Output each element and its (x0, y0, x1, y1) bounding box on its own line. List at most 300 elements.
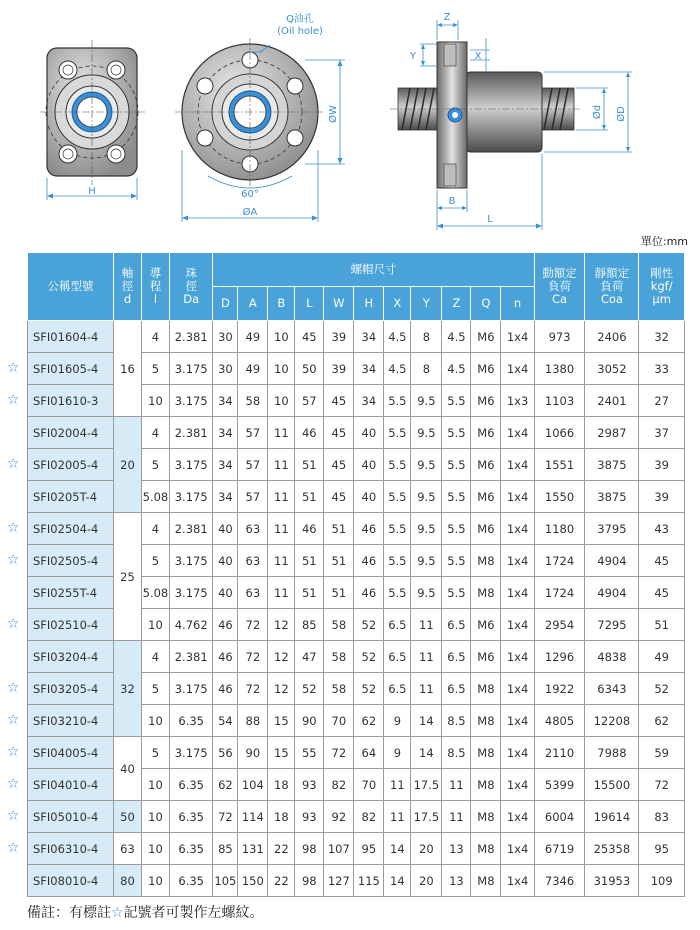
cell-da: 6.35 (169, 705, 213, 737)
star-icon: ☆ (7, 712, 20, 728)
cell-n: 1x4 (501, 865, 534, 897)
header-lead: 導 程 l (141, 253, 169, 321)
cell-W: 39 (324, 353, 354, 385)
cell-H: 34 (354, 385, 384, 417)
cell-n: 1x4 (501, 513, 534, 545)
cell-D: 30 (213, 353, 238, 385)
cell-A: 104 (238, 769, 268, 801)
cell-Q: M6 (471, 609, 501, 641)
table-row (28, 321, 685, 353)
cell-A: 72 (238, 641, 268, 673)
cell-Z: 8.5 (442, 705, 471, 737)
cell-X: 5.5 (384, 385, 411, 417)
cell-L: 98 (295, 833, 324, 865)
cell-Q: M6 (471, 641, 501, 673)
cell-Q: M6 (471, 513, 501, 545)
cell-Q: M8 (471, 673, 501, 705)
cell-W: 58 (324, 609, 354, 641)
cell-Z: 4.5 (442, 353, 471, 385)
cell-k: 39 (639, 449, 685, 481)
cell-H: 40 (354, 449, 384, 481)
cell-n: 1x4 (501, 737, 534, 769)
cell-k: 52 (639, 673, 685, 705)
cell-l: 10 (141, 705, 169, 737)
cell-Y: 9.5 (411, 417, 442, 449)
cell-n: 1x4 (501, 705, 534, 737)
cell-Y: 9.5 (411, 449, 442, 481)
cell-H: 34 (354, 321, 384, 353)
cell-A: 72 (238, 673, 268, 705)
cell-da: 4.762 (169, 609, 213, 641)
cell-W: 39 (324, 321, 354, 353)
cell-H: 46 (354, 545, 384, 577)
footnote: 備註：有標註☆記號者可製作左螺紋。 (27, 905, 264, 921)
label-L: L (487, 214, 493, 225)
header-col-L: L (295, 287, 324, 321)
label-H: H (88, 186, 96, 197)
cell-W: 45 (324, 385, 354, 417)
cell-Q: M8 (471, 705, 501, 737)
cell-Y: 9.5 (411, 545, 442, 577)
cell-k: 62 (639, 705, 685, 737)
label-oil-hole-cn: Q油孔 (286, 14, 314, 25)
cell-coa: 15500 (585, 769, 639, 801)
cell-B: 11 (268, 481, 295, 513)
cell-A: 150 (238, 865, 268, 897)
cell-n: 1x4 (501, 769, 534, 801)
cell-coa: 4904 (585, 545, 639, 577)
cell-H: 46 (354, 577, 384, 609)
front-view-round-flange (175, 12, 345, 222)
cell-H: 52 (354, 641, 384, 673)
cell-ca: 1296 (534, 641, 585, 673)
cell-H: 82 (354, 801, 384, 833)
star-icon: ☆ (7, 840, 20, 856)
cell-model: SFI02504-4 (28, 513, 114, 545)
cell-Z: 13 (442, 833, 471, 865)
cell-Z: 5.5 (442, 417, 471, 449)
cell-D: 46 (213, 673, 238, 705)
cell-W: 58 (324, 641, 354, 673)
cell-L: 51 (295, 449, 324, 481)
table-row (28, 417, 685, 449)
cell-D: 40 (213, 545, 238, 577)
cell-Y: 9.5 (411, 385, 442, 417)
cell-H: 40 (354, 417, 384, 449)
cell-l: 5 (141, 449, 169, 481)
cell-X: 14 (384, 833, 411, 865)
header-col-n: n (501, 287, 534, 321)
cell-X: 11 (384, 769, 411, 801)
cell-B: 12 (268, 673, 295, 705)
cell-k: 72 (639, 769, 685, 801)
cell-X: 5.5 (384, 545, 411, 577)
cell-Y: 11 (411, 641, 442, 673)
cell-n: 1x3 (501, 385, 534, 417)
cell-coa: 2406 (585, 321, 639, 353)
header-col-H: H (354, 287, 384, 321)
cell-n: 1x4 (501, 545, 534, 577)
cell-B: 10 (268, 385, 295, 417)
cell-Z: 4.5 (442, 321, 471, 353)
cell-D: 85 (213, 833, 238, 865)
cell-coa: 12208 (585, 705, 639, 737)
table-row (28, 833, 685, 865)
cell-D: 40 (213, 577, 238, 609)
cell-l: 5.08 (141, 577, 169, 609)
cell-coa: 3875 (585, 481, 639, 513)
cell-ca: 2954 (534, 609, 585, 641)
cell-W: 45 (324, 449, 354, 481)
cell-Q: M8 (471, 545, 501, 577)
cell-X: 6.5 (384, 609, 411, 641)
cell-da: 3.175 (169, 673, 213, 705)
cell-Z: 5.5 (442, 545, 471, 577)
cell-model: SFI01605-4 (28, 353, 114, 385)
header-dynamic-load: 動額定 負荷 Ca (534, 253, 585, 321)
label-d: Ød (592, 104, 603, 120)
cell-ca: 973 (534, 321, 585, 353)
cell-Z: 5.5 (442, 481, 471, 513)
cell-D: 34 (213, 449, 238, 481)
cell-coa: 2401 (585, 385, 639, 417)
cell-L: 90 (295, 705, 324, 737)
cell-X: 4.5 (384, 353, 411, 385)
cell-D: 30 (213, 321, 238, 353)
cell-coa: 3875 (585, 449, 639, 481)
cell-model: SFI08010-4 (28, 865, 114, 897)
cell-L: 52 (295, 673, 324, 705)
cell-H: 40 (354, 481, 384, 513)
cell-Y: 9.5 (411, 577, 442, 609)
cell-Q: M6 (471, 385, 501, 417)
cell-Q: M6 (471, 321, 501, 353)
cell-A: 49 (238, 353, 268, 385)
cell-model: SFI06310-4 (28, 833, 114, 865)
table-row (28, 737, 685, 769)
cell-n: 1x4 (501, 673, 534, 705)
cell-W: 70 (324, 705, 354, 737)
cell-L: 51 (295, 481, 324, 513)
cell-n: 1x4 (501, 417, 534, 449)
cell-L: 45 (295, 321, 324, 353)
cell-da: 6.35 (169, 769, 213, 801)
cell-D: 62 (213, 769, 238, 801)
cell-Q: M6 (471, 417, 501, 449)
cell-model: SFI03210-4 (28, 705, 114, 737)
cell-ca: 1066 (534, 417, 585, 449)
star-icon: ☆ (7, 744, 20, 760)
cell-k: 109 (639, 865, 685, 897)
cell-B: 18 (268, 769, 295, 801)
label-Z: Z (443, 12, 451, 23)
cell-X: 6.5 (384, 673, 411, 705)
cell-X: 11 (384, 801, 411, 833)
cell-B: 15 (268, 705, 295, 737)
cell-Y: 14 (411, 705, 442, 737)
cell-D: 34 (213, 385, 238, 417)
cell-B: 12 (268, 641, 295, 673)
cell-L: 57 (295, 385, 324, 417)
cell-da: 3.175 (169, 353, 213, 385)
cell-B: 11 (268, 577, 295, 609)
cell-Z: 5.5 (442, 577, 471, 609)
cell-n: 1x4 (501, 577, 534, 609)
cell-Q: M8 (471, 577, 501, 609)
label-A: ØA (242, 207, 258, 218)
cell-ca: 1103 (534, 385, 585, 417)
cell-Z: 6.5 (442, 609, 471, 641)
cell-ca: 7346 (534, 865, 585, 897)
cell-k: 51 (639, 609, 685, 641)
cell-Z: 11 (442, 769, 471, 801)
table-row (28, 641, 685, 673)
cell-X: 5.5 (384, 481, 411, 513)
cell-coa: 3052 (585, 353, 639, 385)
ball-nut-spec-table (27, 252, 685, 897)
cell-H: 52 (354, 673, 384, 705)
cell-L: 47 (295, 641, 324, 673)
label-oil-hole-en: (Oil hole) (277, 26, 323, 37)
cell-X: 14 (384, 865, 411, 897)
cell-Q: M8 (471, 833, 501, 865)
cell-k: 45 (639, 545, 685, 577)
label-Y: Y (409, 51, 417, 62)
cell-ca: 6719 (534, 833, 585, 865)
cell-l: 4 (141, 513, 169, 545)
cell-model: SFI04010-4 (28, 769, 114, 801)
header-static-load: 靜額定 負荷 Coa (585, 253, 639, 321)
cell-da: 3.175 (169, 737, 213, 769)
cell-k: 39 (639, 481, 685, 513)
table-row (28, 865, 685, 897)
cell-shaft-diameter: 80 (114, 865, 142, 897)
cell-X: 6.5 (384, 641, 411, 673)
cell-Z: 13 (442, 865, 471, 897)
cell-D: 46 (213, 609, 238, 641)
star-icon: ☆ (7, 552, 20, 568)
cell-A: 72 (238, 609, 268, 641)
cell-L: 46 (295, 513, 324, 545)
cell-model: SFI01604-4 (28, 321, 114, 353)
cell-ca: 1922 (534, 673, 585, 705)
unit-label: 單位:mm (640, 235, 688, 248)
cell-model: SFI04005-4 (28, 737, 114, 769)
cell-k: 32 (639, 321, 685, 353)
cell-Y: 20 (411, 865, 442, 897)
cell-W: 51 (324, 545, 354, 577)
star-icon: ☆ (111, 905, 124, 921)
cell-coa: 7988 (585, 737, 639, 769)
star-icon: ☆ (7, 456, 20, 472)
cell-model: SFI02005-4 (28, 449, 114, 481)
cell-n: 1x4 (501, 353, 534, 385)
cell-A: 63 (238, 513, 268, 545)
header-ball-diameter: 珠 徑 Da (169, 253, 213, 321)
cell-Y: 8 (411, 353, 442, 385)
cell-D: 40 (213, 513, 238, 545)
cell-da: 3.175 (169, 449, 213, 481)
header-col-B: B (268, 287, 295, 321)
cell-coa: 19614 (585, 801, 639, 833)
cell-l: 10 (141, 801, 169, 833)
cell-X: 9 (384, 737, 411, 769)
cell-L: 93 (295, 769, 324, 801)
cell-Q: M8 (471, 801, 501, 833)
cell-shaft-diameter: 16 (114, 321, 142, 417)
table-row (28, 513, 685, 545)
cell-H: 62 (354, 705, 384, 737)
cell-B: 12 (268, 609, 295, 641)
side-view-nut-screw (390, 12, 632, 230)
cell-k: 33 (639, 353, 685, 385)
cell-A: 57 (238, 417, 268, 449)
cell-D: 34 (213, 481, 238, 513)
cell-A: 57 (238, 481, 268, 513)
cell-D: 105 (213, 865, 238, 897)
cell-Y: 11 (411, 673, 442, 705)
cell-ca: 1724 (534, 545, 585, 577)
cell-da: 6.35 (169, 865, 213, 897)
cell-coa: 7295 (585, 609, 639, 641)
cell-W: 51 (324, 577, 354, 609)
cell-da: 6.35 (169, 801, 213, 833)
cell-Z: 6.5 (442, 673, 471, 705)
cell-Y: 14 (411, 737, 442, 769)
cell-shaft-diameter: 20 (114, 417, 142, 513)
cell-H: 52 (354, 609, 384, 641)
cell-ca: 1551 (534, 449, 585, 481)
label-D: ØD (616, 106, 627, 122)
cell-B: 11 (268, 417, 295, 449)
cell-l: 5.08 (141, 481, 169, 513)
cell-model: SFI02505-4 (28, 545, 114, 577)
cell-ca: 2110 (534, 737, 585, 769)
cell-L: 51 (295, 577, 324, 609)
cell-da: 2.381 (169, 641, 213, 673)
cell-Z: 8.5 (442, 737, 471, 769)
cell-ca: 5399 (534, 769, 585, 801)
header-col-Q: Q (471, 287, 501, 321)
cell-l: 5 (141, 545, 169, 577)
cell-X: 5.5 (384, 417, 411, 449)
cell-da: 3.175 (169, 385, 213, 417)
cell-model: SFI0255T-4 (28, 577, 114, 609)
cell-D: 56 (213, 737, 238, 769)
cell-A: 114 (238, 801, 268, 833)
cell-H: 64 (354, 737, 384, 769)
cell-ca: 1550 (534, 481, 585, 513)
header-nut-dimensions: 螺帽尺寸 (213, 253, 534, 287)
cell-ca: 1180 (534, 513, 585, 545)
cell-da: 2.381 (169, 417, 213, 449)
cell-B: 11 (268, 449, 295, 481)
cell-H: 34 (354, 353, 384, 385)
star-icon: ☆ (7, 680, 20, 696)
cell-Q: M6 (471, 353, 501, 385)
cell-Z: 11 (442, 801, 471, 833)
cell-shaft-diameter: 32 (114, 641, 142, 737)
cell-A: 63 (238, 545, 268, 577)
cell-da: 2.381 (169, 321, 213, 353)
label-W: ØW (328, 105, 339, 123)
cell-model: SFI03205-4 (28, 673, 114, 705)
cell-l: 10 (141, 609, 169, 641)
cell-model: SFI02004-4 (28, 417, 114, 449)
star-icon: ☆ (7, 776, 20, 792)
cell-k: 43 (639, 513, 685, 545)
cell-Y: 17.5 (411, 769, 442, 801)
cell-B: 11 (268, 545, 295, 577)
cell-da: 6.35 (169, 833, 213, 865)
cell-l: 5 (141, 737, 169, 769)
cell-A: 90 (238, 737, 268, 769)
cell-n: 1x4 (501, 481, 534, 513)
label-B: B (448, 196, 456, 207)
cell-A: 57 (238, 449, 268, 481)
cell-l: 10 (141, 385, 169, 417)
cell-X: 9 (384, 705, 411, 737)
cell-Q: M6 (471, 481, 501, 513)
cell-model: SFI03204-4 (28, 641, 114, 673)
star-icon: ☆ (7, 392, 20, 408)
cell-k: 83 (639, 801, 685, 833)
cell-ca: 1380 (534, 353, 585, 385)
cell-L: 46 (295, 417, 324, 449)
cell-H: 46 (354, 513, 384, 545)
cell-Z: 5.5 (442, 449, 471, 481)
header-col-Z: Z (442, 287, 471, 321)
cell-H: 95 (354, 833, 384, 865)
cell-Z: 6.5 (442, 641, 471, 673)
cell-W: 45 (324, 417, 354, 449)
cell-H: 115 (354, 865, 384, 897)
cell-n: 1x4 (501, 641, 534, 673)
cell-coa: 2987 (585, 417, 639, 449)
cell-B: 11 (268, 513, 295, 545)
cell-X: 5.5 (384, 449, 411, 481)
cell-A: 58 (238, 385, 268, 417)
cell-n: 1x4 (501, 449, 534, 481)
cell-W: 107 (324, 833, 354, 865)
cell-X: 5.5 (384, 577, 411, 609)
cell-B: 15 (268, 737, 295, 769)
cell-model: SFI02510-4 (28, 609, 114, 641)
header-col-W: W (324, 287, 354, 321)
cell-da: 3.175 (169, 577, 213, 609)
cell-shaft-diameter: 40 (114, 737, 142, 801)
cell-L: 55 (295, 737, 324, 769)
cell-L: 85 (295, 609, 324, 641)
cell-L: 50 (295, 353, 324, 385)
cell-l: 10 (141, 769, 169, 801)
cell-B: 22 (268, 833, 295, 865)
cell-k: 95 (639, 833, 685, 865)
cell-model: SFI0205T-4 (28, 481, 114, 513)
cell-B: 22 (268, 865, 295, 897)
cell-L: 93 (295, 801, 324, 833)
cell-coa: 4904 (585, 577, 639, 609)
cell-l: 4 (141, 417, 169, 449)
table-row (28, 801, 685, 833)
cell-Z: 5.5 (442, 385, 471, 417)
cell-shaft-diameter: 63 (114, 833, 142, 865)
cell-D: 54 (213, 705, 238, 737)
header-col-X: X (384, 287, 411, 321)
cell-D: 72 (213, 801, 238, 833)
header-col-D: D (213, 287, 238, 321)
cell-l: 4 (141, 641, 169, 673)
